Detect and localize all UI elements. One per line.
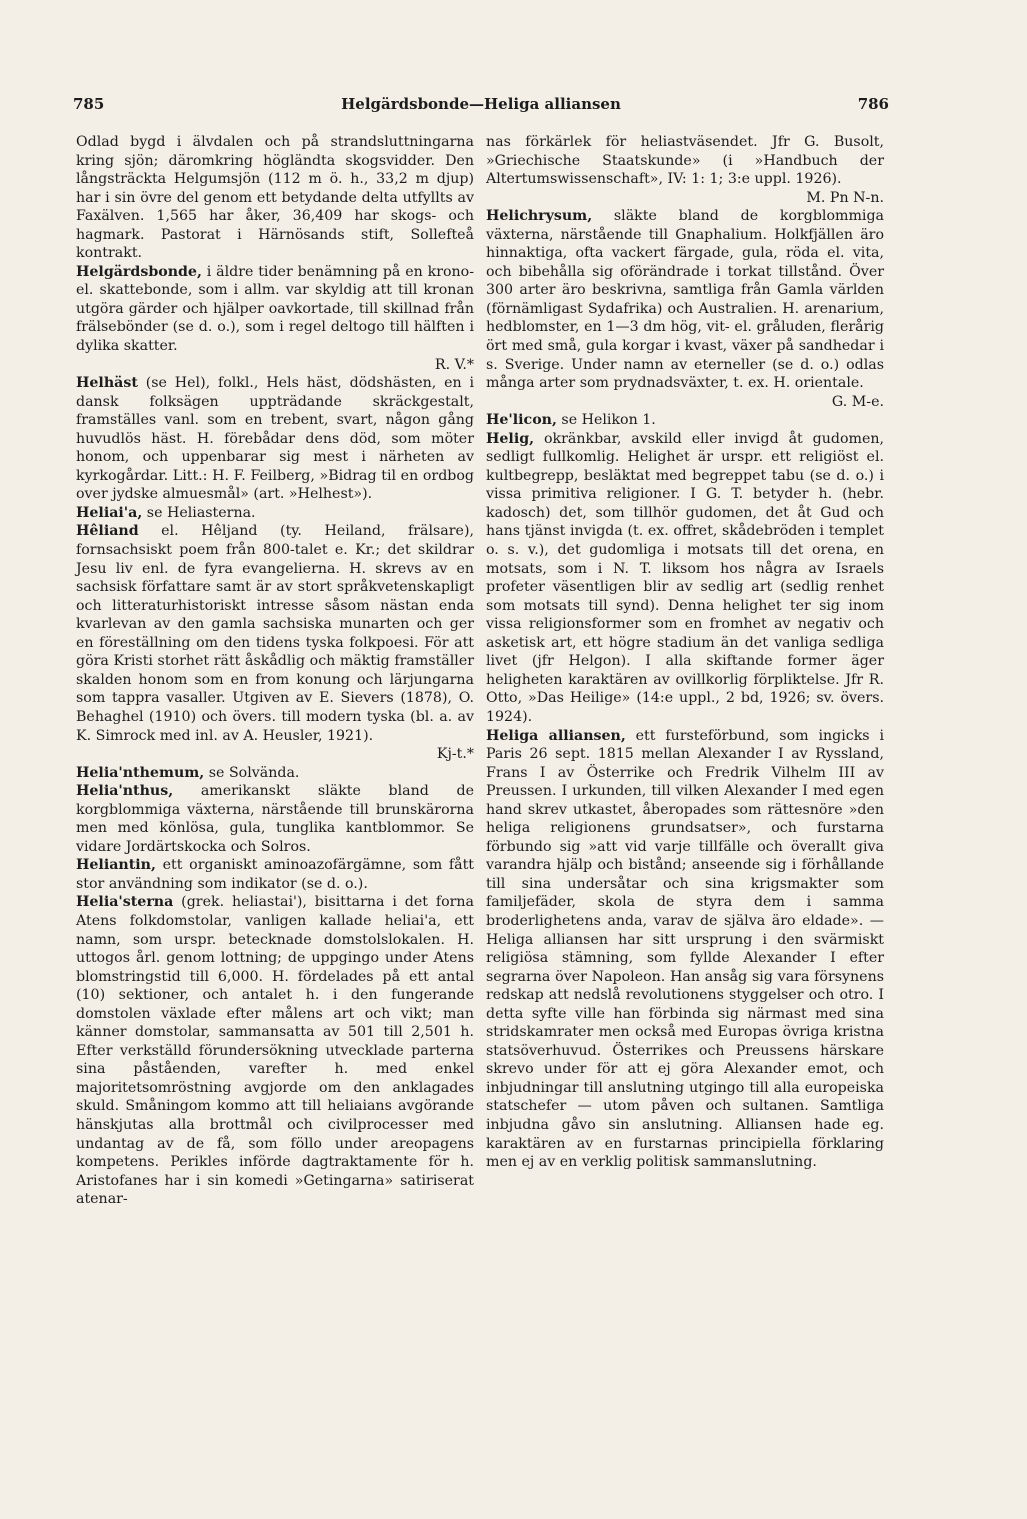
headword: Helgärdsbonde,	[76, 263, 202, 280]
entry-helianthemum	[76, 764, 474, 783]
entry-helhast	[76, 374, 474, 504]
entry-text: se Heliasterna.	[142, 504, 256, 521]
headword: He'licon,	[486, 412, 557, 429]
headword: Helia'nthemum,	[76, 764, 205, 781]
entry-text: ett organiskt aminoazofärgämne, som fått stor användning som indikator (se d. o.).	[76, 857, 474, 892]
entry-text: se Helikon 1.	[556, 412, 656, 429]
entry-helicon	[486, 411, 884, 430]
headword: Helig,	[486, 430, 535, 447]
author-signature: G. M-e.	[831, 393, 884, 410]
entry-text: ett fursteförbund, som ingicks i Paris 26 sept. 1815 mellan Alexander I av Ryssland, Frans I av Österrike och Fredrik Vilhelm III av Preussen. I urkunden, till vilken Alexander I med egen hand skrev utkastet, åberopades som rättesnöre »den heliga religionens grundsatser», och furstarna förbundo sig »att vid varje tillfälle och överallt giva varandra hjälp och bistånd; anseende sig i förhållande till sina undersåtar och sina krigsmakter som familjefäder, skola de styra dem i samma broderlighetens anda, varav de själva äro eldade». — Heliga alliansen har sitt ursprung i den svärmiskt religiösa stämning, som fyllde Alexander I efter segrarna över Napoleon. Han ansåg sig vara försynens redskap att nedslå revolutionens styggelser och otro. I detta syfte ville han förbinda sig närmast med sina stridskamrater men också med Europas övriga kristna statsöverhuvud. Österrikes och Preussens härskare skrevo under för att ej göra Alexander emot, och inbjudningar till anslutning utgingo till alla europeiska statschefer — utom påven och sultanen. Samtliga inbjudna gåvo sin anslutning. Alliansen hade eg. karaktären av en furstarnas principiella förklaring men ej av en verklig politisk sammanslutning.	[486, 727, 884, 1171]
left-column	[76, 133, 474, 1209]
entry-text: (grek. heliastai'), bisittarna i det forna Atens folkdomstolar, vanligen kallade heliai'a, ett namn, som urspr. betecknade domstolslokalen. H. uttogos årl. genom lottning; de uppgingo under Atens blomstringstid till 6,000. H. fördelades på ett antal (10) sektioner, och antalet h. i den fungerande domstolen växlade efter målens art och vikt; man känner domstolar, sammansatta av 501 till 2,501 h. Efter verkställd förundersökning utvecklade parterna sina påståenden, varefter h. med enkel majoritetsomröstning avgjorde om den anklagades skuld. Småningom kommo att till heliaians avgörande hänskjutas alla brottmål och civilprocesser med undantag av de få, som föllo under areopagens kompetens. Perikles införde dagtraktamente för h. Aristofanes har i sin komedi »Getingarna» satiriserat atenar-	[76, 894, 474, 1208]
entry-text: i äldre tider benämning på en krono- el. skattebonde, som i allm. var skyldig att till kronan utgöra gärder och hjälper oavkortade, till skillnad från frälsebönder (se d. o.), som i regel deltogo till hälften i dylika skatter.	[76, 263, 474, 355]
running-title: Helgärdsbonde—Heliga alliansen	[341, 95, 621, 113]
entry-helgardsbonde	[76, 263, 474, 374]
entry-heliasterna	[76, 893, 474, 1208]
author-signature: Kj-t.*	[436, 746, 474, 763]
entry-text: (se Hel), folkl., Hels häst, dödshästen, en i dansk folksägen uppträdande skräckgestalt, framställes vanl. som en trebent, svart, någon gång huvudlös häst. H. förebådar dens död, som möter honom, och uppenbarar sig mest i närheten av kyrkogårdar. Litt.: H. F. Feilberg, »Bidrag til en ordbog over jydske almuesmål» (art. »Helhest»).	[76, 375, 474, 503]
page-number-right: 786	[857, 95, 889, 113]
headword: Helia'nthus,	[76, 783, 174, 800]
headword: Heliga alliansen,	[486, 727, 626, 744]
author-signature: R. V.*	[434, 356, 474, 373]
entry-text: el. Hêljand (ty. Heiland, frälsare), fornsachsiskt poem från 800-talet e. Kr.; det skildrar Jesu liv enl. de fyra evangelierna. H. skrevs av en sachsisk författare samt är av stort språkvetenskapligt och litteraturhistoriskt intresse såsom nästan enda kvarlevan av den gamla sachsiska munarten och ger en föreställning om den tidens tyska folkpoesi. För att göra Kristi storhet rätt åskådlig och mäktig framställer skalden honom som en from konung och lärjungarna som tappra vasaller. Utgiven av E. Sievers (1878), O. Behaghel (1910) och övers. till modern tyska (bl. a. av K. Simrock med inl. av A. Heusler, 1921).	[76, 523, 474, 744]
entry-text: se Solvända.	[204, 764, 300, 781]
right-column	[486, 133, 884, 1172]
page-header	[73, 95, 889, 119]
headword: Heliantin,	[76, 857, 156, 874]
entry-helianthus	[76, 782, 474, 856]
page-number-left: 785	[73, 95, 105, 113]
entry-heliaia	[76, 504, 474, 523]
entry-helig	[486, 430, 884, 727]
entry-heliga-alliansen	[486, 727, 884, 1172]
headword: Helichrysum,	[486, 208, 593, 225]
headword: Helhäst	[76, 375, 138, 392]
entry-continuation: Odlad bygd i älvdalen och på strandsluttningarna kring sjön; däromkring högländta skogsvidder. Den långsträckta Helgumsjön (112 m ö. h., 33,2 m djup) har i sin övre del genom ett betydande delta utfyllts av Faxälven. 1,565 har åker, 36,409 har skogs- och hagmark. Pastorat i Härnösands stift, Sollefteå kontrakt.	[76, 134, 474, 262]
entry-helichrysum	[486, 207, 884, 411]
entry-heliand	[76, 522, 474, 763]
headword: Helia'sterna	[76, 894, 174, 911]
headword: Heliai'a,	[76, 504, 143, 521]
entry-continuation: nas förkärlek för heliastväsendet. Jfr G. Busolt, »Griechische Staatskunde» (i »Handbuch der Altertumswissenschaft», IV: 1: 1; 3:e uppl. 1926). M. Pn N-n.	[486, 134, 884, 206]
entry-heliantin	[76, 856, 474, 893]
author-signature: M. Pn N-n.	[806, 189, 884, 206]
entry-text: släkte bland de korgblommiga växterna, närstående till Gnaphalium. Holkfjällen äro hinnaktiga, ofta vackert färgade, gula, röda el. vita, och bibehålla sig oförändrade i torkat tillstånd. Över 300 arter äro beskrivna, samtliga från Gamla världen (förnämligast Sydafrika) och Australien. H. arenarium, hedblomster, en 1—3 dm hög, vit- el. gråluden, flerårig ört med små, gula korgar i kvast, växer på sandhedar i s. Sverige. Under namn av eterneller (se d. o.) odlas många arter som prydnadsväxter, t. ex. H. orientale.	[486, 208, 884, 392]
entry-text: okränkbar, avskild eller invigd åt gudomen, sedligt fullkomlig. Helighet är urspr. ett religiöst el. kultbegrepp, besläktat med begreppet tabu (se d. o.) i vissa primitiva religioner. I G. T. betyder h. (hebr. kadosch) det, som tillhör gudomen, det åt Gud och hans tjänst invigda (t. ex. offret, skådebröden i templet o. s. v.), det gudomliga i motsats till det orena, en motsats, som i N. T. liksom hos några av Israels profeter väsentligen blir av sedlig art (sedlig renhet som motsats till synd). Denna helighet ter sig inom vissa religionsformer som en fromhet av negativ och asketisk art, ett högre stadium än det vanliga sedliga livet (jfr Helgon). I alla skiftande former äger heligheten karaktären av ovillkorlig förpliktelse. Jfr R. Otto, »Das Heilige» (14:e uppl., 2 bd, 1926; sv. övers. 1924).	[486, 430, 884, 725]
entry-text: amerikanskt släkte bland de korgblommiga växterna, närstående till brunskärorna men med könlösa, gula, tunglika kantblommor. Se vidare Jordärtskocka och Solros.	[76, 783, 474, 855]
headword: Hêliand	[76, 523, 139, 540]
